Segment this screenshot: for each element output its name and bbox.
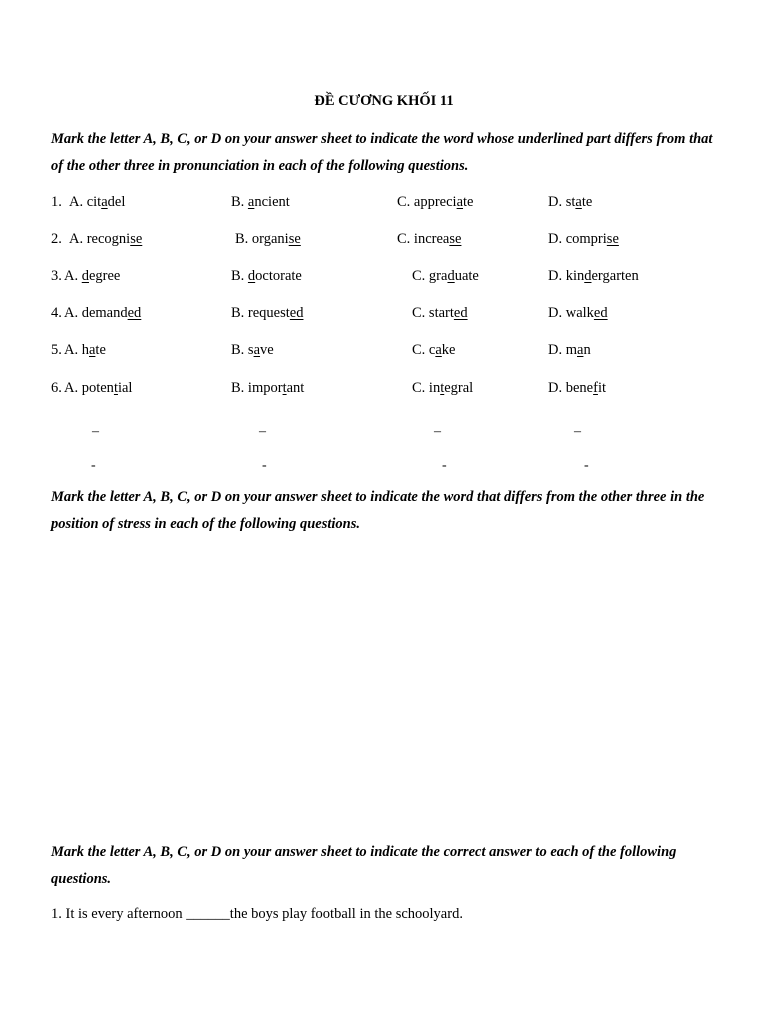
dash-mark: – xyxy=(92,424,99,439)
answer-option: C. increase xyxy=(397,231,462,247)
question-number: 4. xyxy=(51,305,62,321)
page-title: ĐỀ CƯƠNG KHỐI 11 xyxy=(314,93,454,109)
dash-mark: – xyxy=(434,424,441,439)
answer-option: C. cake xyxy=(412,342,456,358)
answer-option: C. started xyxy=(412,305,468,321)
answer-option: A. degree xyxy=(64,268,121,284)
dash-mark: - xyxy=(442,458,447,473)
question-number: 2. xyxy=(51,231,62,247)
answer-option: B. save xyxy=(231,342,274,358)
answer-option: D. walked xyxy=(548,305,608,321)
answer-option: B. requested xyxy=(231,305,304,321)
answer-option: D. benefit xyxy=(548,380,606,396)
answer-option: C. integral xyxy=(412,380,474,396)
answer-option: B. ancient xyxy=(231,194,290,210)
answer-option: B. important xyxy=(231,380,305,396)
dash-mark: - xyxy=(584,458,589,473)
answer-option: A. hate xyxy=(64,342,106,358)
answer-option: B. doctorate xyxy=(231,268,302,284)
answer-option: A. recognise xyxy=(69,231,143,247)
answer-option: C. appreciate xyxy=(397,194,474,210)
dash-mark: - xyxy=(91,458,96,473)
section1-instruction: Mark the letter A, B, C, or D on your answer sheet to indicate the word whose underlined part differs from that of the other three in pronunciation in each of the following questions. xyxy=(51,131,713,174)
answer-option: B. organise xyxy=(235,231,301,247)
answer-option: A. citadel xyxy=(69,194,126,210)
answer-option: C. graduate xyxy=(412,268,479,284)
answer-option: D. kindergarten xyxy=(548,268,639,284)
question-number: 1. xyxy=(51,194,62,210)
question-number: 5. xyxy=(51,342,62,358)
question-item: 1. It is every afternoon ______the boys play football in the schoolyard. xyxy=(51,906,463,922)
dash-mark: – xyxy=(259,424,266,439)
answer-option: D. comprise xyxy=(548,231,619,247)
question-number: 3. xyxy=(51,268,62,284)
answer-option: A. potential xyxy=(64,380,133,396)
dash-mark: – xyxy=(574,424,581,439)
answer-option: A. demanded xyxy=(64,305,142,321)
section3-instruction: Mark the letter A, B, C, or D on your answer sheet to indicate the correct answer to each of the following questions. xyxy=(51,844,677,887)
answer-option: D. state xyxy=(548,194,593,210)
answer-option: D. man xyxy=(548,342,591,358)
question-number: 6. xyxy=(51,380,62,396)
dash-mark: - xyxy=(262,458,267,473)
section2-instruction: Mark the letter A, B, C, or D on your answer sheet to indicate the word that differs from the other three in the position of stress in each of the following questions. xyxy=(51,489,705,532)
